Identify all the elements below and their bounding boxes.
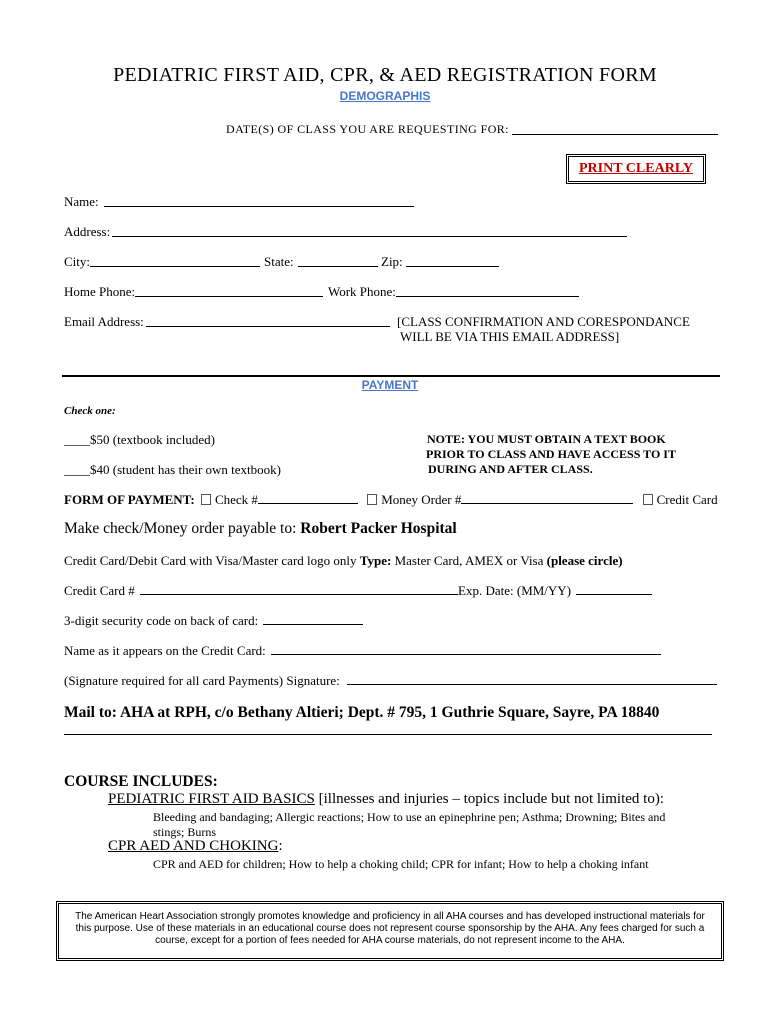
dates-input[interactable]: [512, 123, 718, 135]
first-aid-topics-2: stings; Burns: [153, 825, 217, 839]
city-input[interactable]: [90, 255, 260, 267]
card-line-label: Credit Card/Debit Card with Visa/Master card logo only: [64, 553, 357, 568]
exp-date-label: Exp. Date: (MM/YY): [458, 583, 572, 598]
check-number-input[interactable]: [258, 492, 358, 504]
card-type-row: [64, 553, 623, 569]
cpr-row: [108, 838, 283, 855]
exp-date-input[interactable]: [576, 583, 652, 595]
home-phone-label: Home Phone:: [64, 284, 136, 299]
credit-card-label: Credit Card: [656, 492, 718, 507]
aha-disclaimer-text: The American Heart Association strongly promotes knowledge and proficiency in all AHA courses and has developed instructional materials for this purpose. Use of these materials in an educational course does not represent course sponsorship by the AHA. Any fees charged for such a course, except for a portion of fees needed for AHA course materials, do not represent income to the AHA.: [75, 911, 705, 946]
first-aid-topics-1: Bleeding and bandaging; Allergic reactions; How to use an epinephrine pen; Asthma; Drowning; Bites and: [153, 810, 666, 824]
email-note-line-2: WILL BE VIA THIS EMAIL ADDRESS]: [400, 329, 620, 344]
zip-input[interactable]: [406, 255, 499, 267]
option-50[interactable]: ____$50 (textbook included): [64, 432, 215, 447]
state-label: State:: [264, 254, 294, 269]
cpr-topics: CPR and AED for children; How to help a choking child; CPR for infant; How to help a choking infant: [153, 857, 649, 871]
security-code-row: [64, 613, 363, 629]
card-types[interactable]: Master Card, AMEX or Visa: [394, 553, 544, 568]
textbook-note-3: DURING AND AFTER CLASS.: [428, 462, 593, 476]
address-label: Address:: [64, 224, 111, 239]
textbook-note-2: PRIOR TO CLASS AND HAVE ACCESS TO IT: [426, 447, 676, 461]
card-number-label: Credit Card #: [64, 583, 135, 598]
email-input[interactable]: [146, 315, 390, 327]
work-phone-input[interactable]: [396, 285, 579, 297]
check-one-label: Check one:: [64, 405, 116, 417]
email-label: Email Address:: [64, 314, 144, 329]
option-40[interactable]: ____$40 (student has their own textbook): [64, 462, 281, 477]
please-circle: (please circle): [546, 553, 623, 568]
money-order-number-input[interactable]: [461, 492, 633, 504]
print-clearly-box: [566, 154, 706, 184]
name-on-card-label: Name as it appears on the Credit Card:: [64, 643, 266, 658]
course-heading: COURSE INCLUDES:: [64, 773, 218, 790]
email-note-line-1: [CLASS CONFIRMATION AND CORESPONDANCE: [397, 314, 690, 329]
signature-input[interactable]: [347, 673, 717, 685]
dates-label: DATE(S) OF CLASS YOU ARE REQUESTING FOR:: [226, 122, 509, 136]
money-order-label: Money Order #: [381, 492, 462, 507]
state-input[interactable]: [298, 255, 378, 267]
first-aid-row: [108, 791, 664, 808]
cpr-colon: :: [278, 838, 283, 854]
check-label: Check #: [214, 492, 258, 507]
name-label: Name:: [64, 194, 99, 209]
security-code-label: 3-digit security code on back of card:: [64, 613, 259, 628]
signature-label: (Signature required for all card Payments) Signature:: [64, 673, 340, 688]
form-of-payment-row: [64, 492, 718, 508]
name-input[interactable]: [104, 195, 414, 207]
mail-to: Mail to: AHA at RPH, c/o Bethany Altieri; Dept. # 795, 1 Guthrie Square, Sayre, PA 18840: [64, 704, 660, 721]
zip-label: Zip:: [381, 254, 403, 269]
first-aid-title: PEDIATRIC FIRST AID BASICS: [108, 791, 315, 807]
home-phone-input[interactable]: [135, 285, 323, 297]
name-on-card-input[interactable]: [271, 643, 661, 655]
page-title: PEDIATRIC FIRST AID, CPR, & AED REGISTRATION FORM: [113, 64, 657, 86]
name-on-card-row: [64, 643, 661, 659]
textbook-note-1: NOTE: YOU MUST OBTAIN A TEXT BOOK: [427, 432, 666, 446]
payable-to: Robert Packer Hospital: [300, 520, 457, 537]
first-aid-desc: [illnesses and injuries – topics include but not limited to):: [318, 791, 664, 807]
security-code-input[interactable]: [263, 613, 363, 625]
card-type-label: Type:: [359, 553, 392, 568]
payment-heading: PAYMENT: [361, 378, 419, 392]
payable-label: Make check/Money order payable to:: [64, 520, 297, 537]
city-label: City:: [64, 254, 91, 269]
aha-disclaimer: [56, 901, 724, 961]
section-divider: [62, 375, 720, 377]
money-order-checkbox[interactable]: [367, 494, 377, 505]
form-of-payment-label: FORM OF PAYMENT:: [64, 492, 195, 507]
mail-to-rule: [64, 734, 712, 735]
print-clearly-label: PRINT CLEARLY: [579, 161, 693, 176]
dates-row: [226, 122, 509, 137]
card-number-row: [64, 583, 652, 599]
address-input[interactable]: [112, 225, 627, 237]
demographics-heading: DEMOGRAPHIS: [339, 89, 431, 103]
signature-row: [64, 673, 717, 689]
work-phone-label: Work Phone:: [328, 284, 396, 299]
card-number-input[interactable]: [140, 583, 458, 595]
cpr-title: CPR AED AND CHOKING: [108, 838, 279, 854]
check-checkbox[interactable]: [201, 494, 211, 505]
payable-row: [64, 520, 457, 538]
credit-card-checkbox[interactable]: [643, 494, 653, 505]
